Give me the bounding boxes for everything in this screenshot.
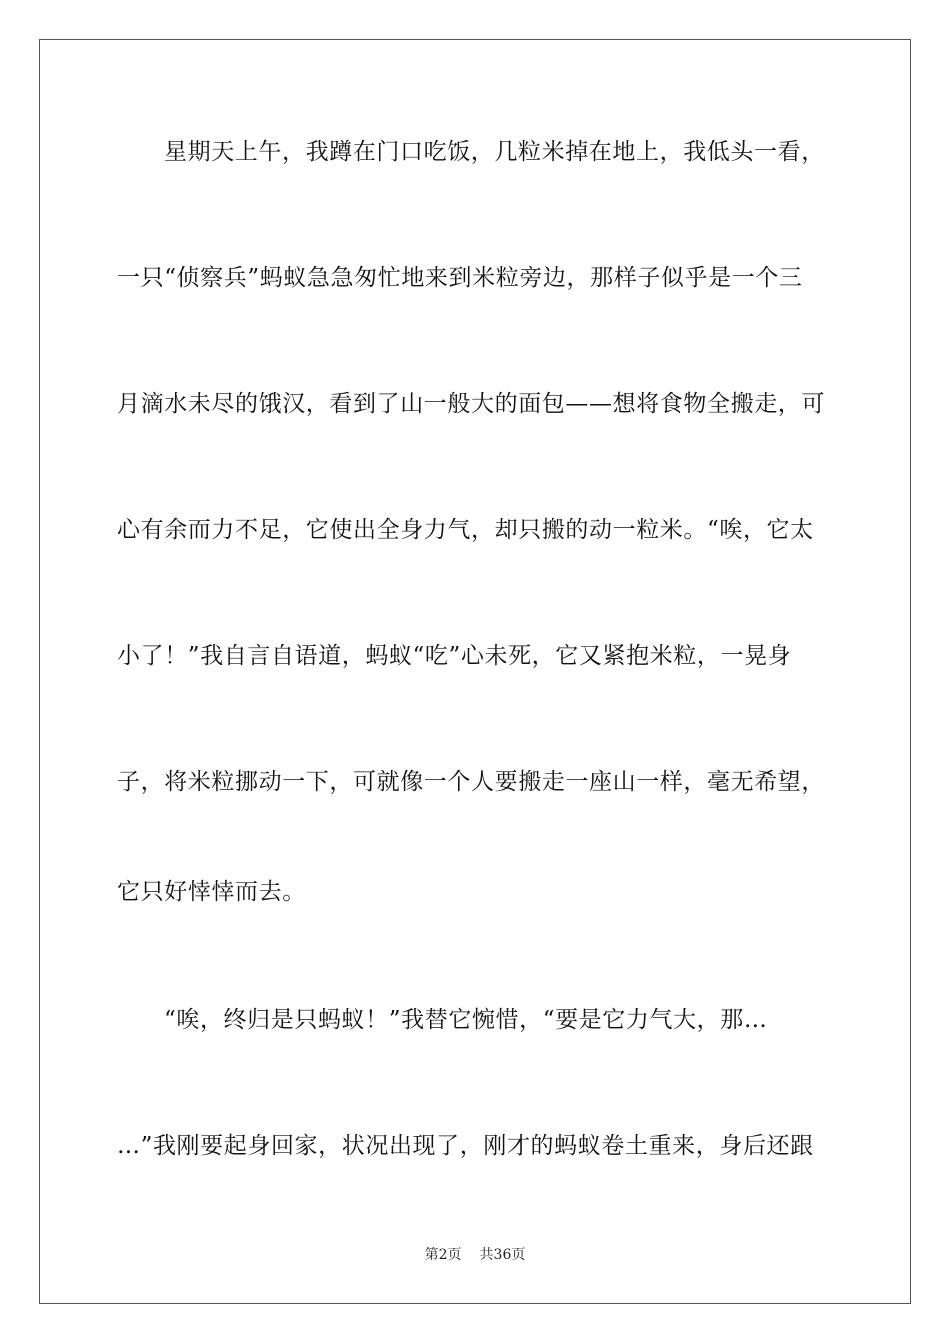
paragraph-line: …”我刚要起身回家，状况出现了，刚才的蚂蚁卷土重来，身后还跟 — [117, 1133, 814, 1159]
paragraph-line: 它只好悻悻而去。 — [117, 879, 306, 905]
paragraph-line: 月滴水未尽的饿汉，看到了山一般大的面包——想将食物全搬走，可 — [117, 391, 825, 417]
total-pages: 共36页 — [479, 1247, 526, 1263]
paragraph-line: 一只“侦察兵”蚂蚁急急匆忙地来到米粒旁边，那样子似乎是一个三 — [117, 265, 803, 291]
paragraph-line: 子，将米粒挪动一下，可就像一个人要搬走一座山一样，毫无希望， — [117, 769, 825, 795]
page-footer — [0, 1246, 950, 1264]
paragraph-line: “唉，终归是只蚂蚁！”我替它惋惜，“要是它力气大，那… — [164, 1007, 768, 1033]
paragraph-line: 心有余而力不足，它使出全身力气，却只搬的动一粒米。“唉，它太 — [117, 517, 814, 543]
paragraph-line: 小了！”我自言自语道，蚂蚁“吃”心未死，它又紧抱米粒，一晃身 — [117, 643, 792, 669]
paragraph-line: 星期天上午，我蹲在门口吃饭，几粒米掉在地上，我低头一看， — [164, 139, 825, 165]
page-frame — [39, 39, 911, 1304]
page-number: 第2页 — [424, 1247, 462, 1263]
